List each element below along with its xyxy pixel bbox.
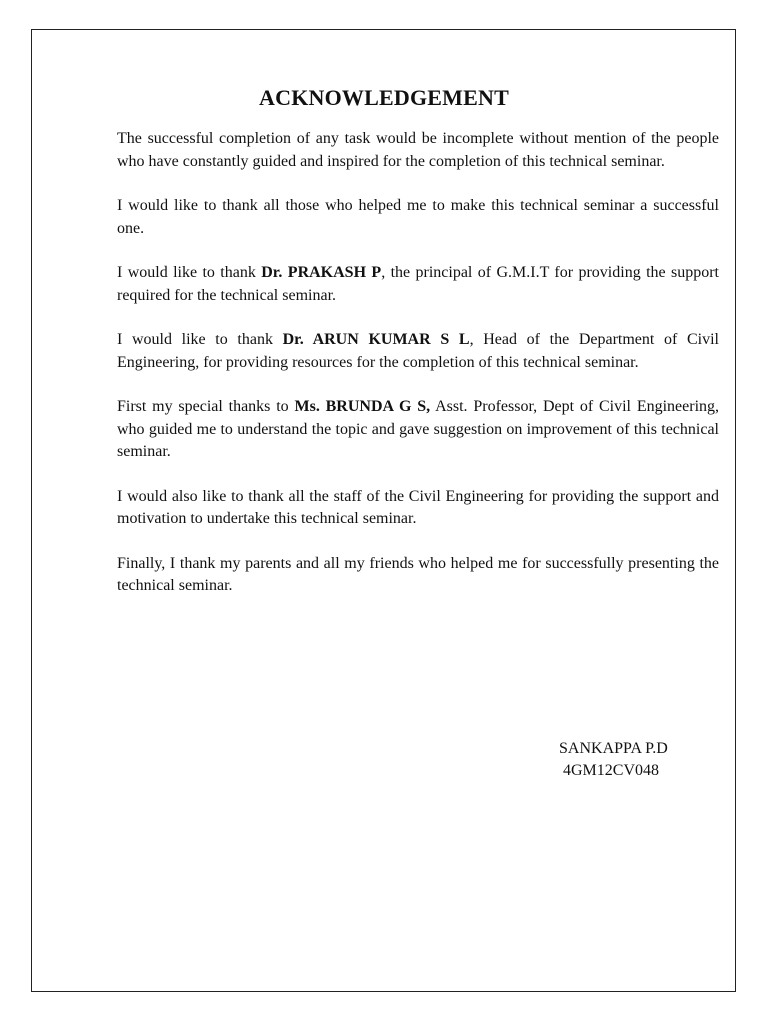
paragraph-text: , Head of the Department of Civil Engineering, for providing resources for the completion of this technical seminar.: [117, 331, 720, 371]
guide-name: Ms. BRUNDA G S,: [294, 398, 431, 415]
page-title: ACKNOWLEDGEMENT: [259, 85, 509, 110]
paragraph-thanks-staff: I would also like to thank all the staff of the Civil Engineering for providing the support and motivation to undertake this technical seminar.: [117, 487, 719, 527]
acknowledgement-body: [117, 128, 719, 620]
paragraph-thanks-all: I would like to thank all those who helped me to make this technical seminar a successful one.: [117, 197, 719, 237]
signature-name: SANKAPPA P.D: [559, 740, 668, 757]
principal-name: Dr. PRAKASH P: [261, 264, 382, 281]
hod-name: Dr. ARUN KUMAR S L: [282, 331, 470, 348]
signature-reg-no: 4GM12CV048: [563, 762, 660, 779]
paragraph-thanks-guide: [117, 396, 719, 464]
paragraph-thanks-family: Finally, I thank my parents and all my friends who helped me for successfully presenting the technical seminar.: [117, 554, 719, 594]
paragraph-text: Asst. Professor, Dept of Civil Engineering, who guided me to understand the topic and gave suggestion on improvement of this technical seminar.: [117, 398, 720, 460]
paragraph-thanks-hod: [117, 329, 719, 374]
paragraph-thanks-principal: [117, 262, 719, 307]
signature-block: [559, 738, 668, 782]
paragraph-intro: The successful completion of any task would be incomplete without mention of the people who have constantly guided and inspired for the completion of this technical seminar.: [117, 130, 719, 170]
paragraph-text: , the principal of G.M.I.T for providing the support required for the technical seminar.: [117, 264, 720, 304]
paragraph-text: I would like to thank: [117, 331, 283, 348]
paragraph-text: I would like to thank: [117, 264, 262, 281]
paragraph-text: First my special thanks to: [117, 398, 295, 415]
